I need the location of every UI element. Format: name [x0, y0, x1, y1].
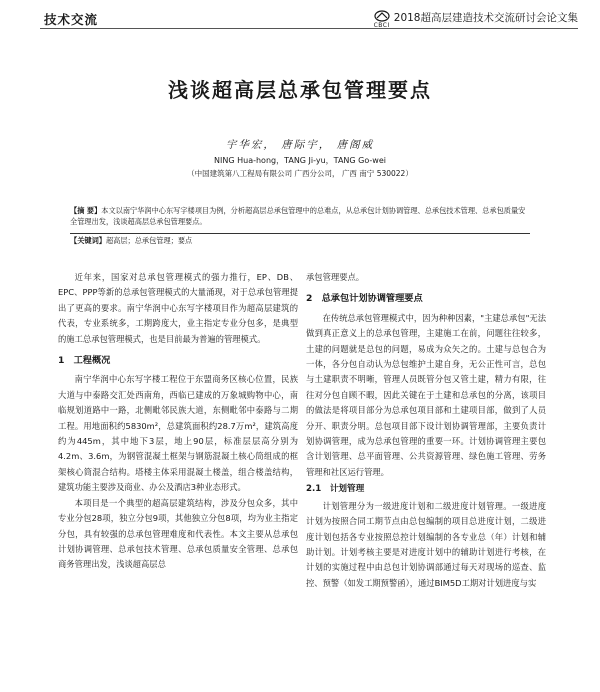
keywords-text: 超高层；总承包管理；要点: [105, 236, 193, 245]
intro-paragraph: 近年来，国家对总承包管理模式的强力推行，EP、DB、EPC、PPP等新的总承包管理模式的大量涌现，对于总承包管理提出了更高的要求。南宁华润中心东写字楼项目作为超高层建筑的代表，专业系统多，工期跨度大，业主指定专业分包多，是典型的施工总承包管理模式，也是目前最为普遍的管理模式。: [58, 272, 298, 344]
subcontract-paragraph: 本项目是一个典型的超高层建筑结构，涉及分包众多，其中专业分包28项，独立分包9项，其他独立分包8项，均为业主指定分包，具有较强的总承包管理难度和代表性。本文主要从总承包计划协调管理、总承包技术管理、总承包质量安全管理、总承包商务管理出发，浅谈超高层总: [58, 497, 298, 570]
cbci-logo: [374, 10, 390, 29]
abstract-text: 本文以南宁华润中心东写字楼项目为例，分析超高层总承包管理中的总难点，从总承包计划协调管理、总承包技术管理、总承包质量安全管理出发，浅谈超高层总承包管理要点。: [70, 206, 526, 226]
section-heading-2: 2 总承包计划协调管理要点: [306, 293, 423, 305]
logo-text: CBCI: [373, 22, 390, 29]
project-overview-paragraph: 南宁华润中心东写字楼工程位于东盟商务区核心位置，民族大道与中泰路交汇处西南角，西临已建成的万象城购物中心，南临规划道路中一路，北侧毗邻民族大道，东侧毗邻中泰路与二期工程。用地面积约5830m²，总建筑面积约28.7万m²，建筑高度约为445m，其中地下3层，地上90层，标准层层高分别为4.2m、3.6m，为钢管混凝土框架与钢筋混凝土核心筒组成的框架核心筒混合结构。塔楼主体采用混凝土楼盖，组合楼盖结构，建筑功能主要涉及商业、办公及酒店3种业态形式。: [58, 374, 298, 493]
keywords-label: 【关键词】: [70, 236, 106, 245]
plan-management-paragraph: 计划管理分为一级进度计划和二级进度计划管理。一级进度计划为按照合同工期节点由总包编制的项目总进度计划，二级进度计划包括各专业按照总控计划编制的各专业总（年）计划和辅助计划。计划考核主要是对进度计划中的辅助计划进行考核，在计划的实施过程中由总包计划协调部通过每天对现场的巡查、监控、预警（如发工期预警函），通过BIM5D工期对计划进度与实: [306, 500, 546, 588]
coordination-paragraph: 在传统总承包管理模式中，因为种种因素，"主建总承包"无法做到真正意义上的总承包管理，主建施工在前，问题往往较多，土建的问题就是总包的问题，易成为众矢之的。土建与总包合为一体，各分包自动认为总包维护土建自身，无公正性可言，总包与土建职责不明晰，管理人员既管分包又管土建，精力有限，往往对分包自顾不暇，因此关键在于土建和总承包的分离，该项目的做法是将项目部分为总承包项目部和土建项目部，做到了人员分开、职责分明。总包项目部下设计划协调管理部，主要负责计划协调管理，成为总承包管理的重要一环。计划协调管理主要包含计划管理、总平面管理、公共资源管理、绿色施工管理、劳务管理和社区运行管理。: [306, 312, 546, 477]
continued-text: 承包管理要点。: [306, 272, 365, 282]
section-heading-1: 1 工程概况: [58, 355, 111, 367]
author-affiliation: （中国建筑第八工程局有限公司 广西分公司， 广西 南宁 530022）: [187, 169, 413, 178]
paper-title: 浅谈超高层总承包管理要点: [168, 78, 432, 102]
proceedings-title: 2018超高层建造技术交流研讨会论文集: [393, 12, 578, 24]
abstract: [70, 205, 530, 227]
keywords: [70, 233, 530, 246]
running-header-proceedings: [374, 10, 578, 29]
header-divider: [40, 28, 578, 29]
subsection-heading-2-1: 2.1 计划管理: [306, 484, 365, 495]
conference-logo-icon: [374, 10, 390, 22]
right-column: [306, 270, 546, 591]
authors-chinese: 宇华宏， 唐际宇， 唐阁威: [225, 139, 375, 151]
abstract-label: 【摘 要】: [70, 206, 102, 215]
running-header-section: 技术交流: [44, 12, 99, 27]
left-column: [58, 270, 298, 573]
authors-english: NING Hua-hong，TANG Ji-yu，TANG Go-wei: [214, 156, 386, 165]
